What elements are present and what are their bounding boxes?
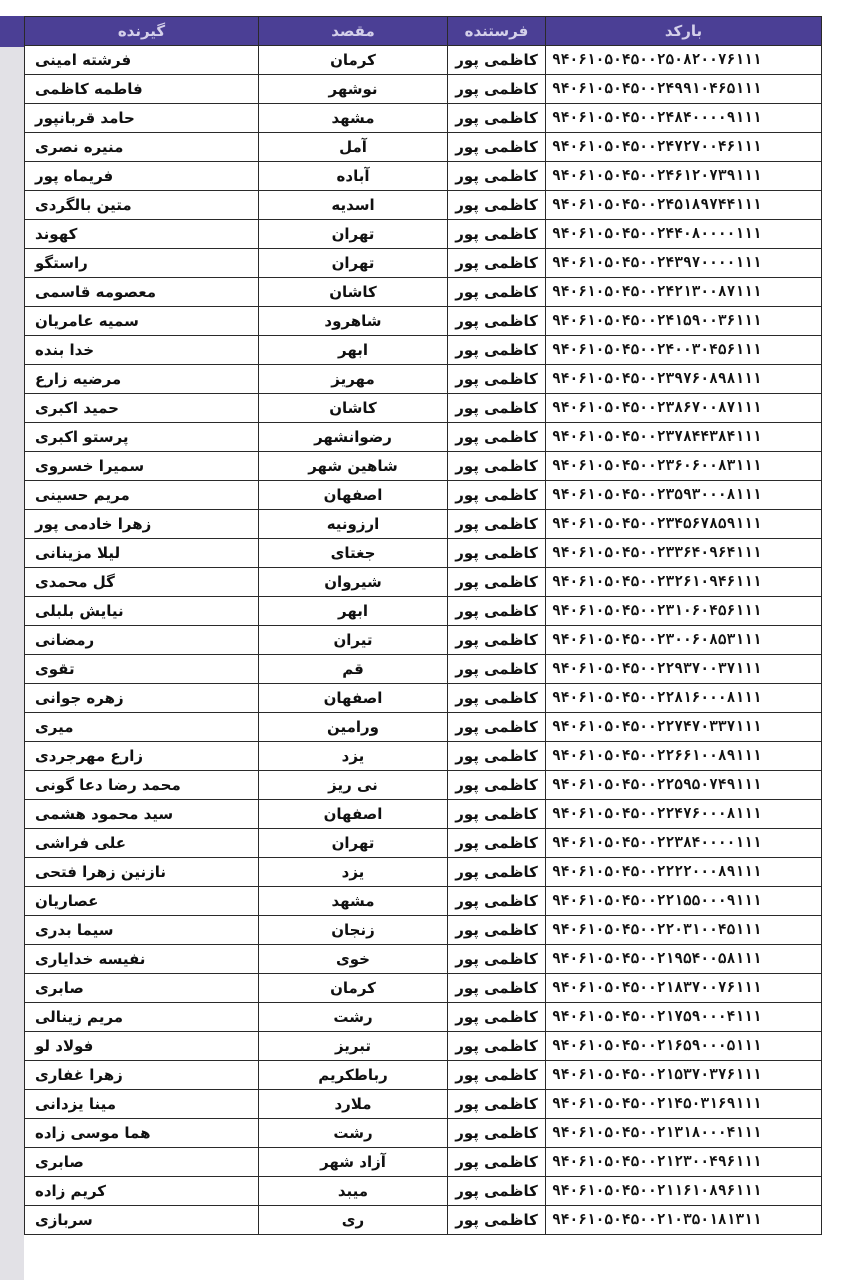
recipient-cell: فاطمه کاظمی xyxy=(25,75,259,104)
destination-cell: یزد xyxy=(259,742,448,771)
sender-cell: کاظمی پور xyxy=(448,713,546,742)
sender-cell: کاظمی پور xyxy=(448,684,546,713)
barcode-cell: ۹۴۰۶۱۰۵۰۴۵۰۰۲۱۲۳۰۰۴۹۶۱۱۱ xyxy=(546,1148,822,1177)
sender-cell: کاظمی پور xyxy=(448,858,546,887)
sender-cell: کاظمی پور xyxy=(448,510,546,539)
sender-cell: کاظمی پور xyxy=(448,336,546,365)
table-body xyxy=(25,46,822,1235)
recipient-cell: زهرا خادمی پور xyxy=(25,510,259,539)
barcode-cell: ۹۴۰۶۱۰۵۰۴۵۰۰۲۲۴۷۶۰۰۰۸۱۱۱ xyxy=(546,800,822,829)
sender-cell: کاظمی پور xyxy=(448,887,546,916)
destination-cell: تهران xyxy=(259,220,448,249)
recipient-cell: حامد قربانپور xyxy=(25,104,259,133)
barcode-cell: ۹۴۰۶۱۰۵۰۴۵۰۰۲۳۰۰۶۰۸۵۳۱۱۱ xyxy=(546,626,822,655)
table-header xyxy=(25,17,822,46)
barcode-cell: ۹۴۰۶۱۰۵۰۴۵۰۰۲۳۱۰۶۰۴۵۶۱۱۱ xyxy=(546,597,822,626)
barcode-cell: ۹۴۰۶۱۰۵۰۴۵۰۰۲۴۲۱۳۰۰۸۷۱۱۱ xyxy=(546,278,822,307)
recipient-cell: فریماه پور xyxy=(25,162,259,191)
table-row xyxy=(25,1177,822,1206)
table-row xyxy=(25,1119,822,1148)
destination-cell: کرمان xyxy=(259,46,448,75)
left-margin-strip xyxy=(0,47,24,1280)
barcode-cell: ۹۴۰۶۱۰۵۰۴۵۰۰۲۴۳۹۷۰۰۰۰۱۱۱ xyxy=(546,249,822,278)
barcode-cell: ۹۴۰۶۱۰۵۰۴۵۰۰۲۳۷۸۴۴۳۸۴۱۱۱ xyxy=(546,423,822,452)
table-row xyxy=(25,713,822,742)
destination-cell: زنجان xyxy=(259,916,448,945)
sender-cell: کاظمی پور xyxy=(448,626,546,655)
recipient-cell: سیما بدری xyxy=(25,916,259,945)
table-row xyxy=(25,626,822,655)
recipient-cell: نفیسه خدایاری xyxy=(25,945,259,974)
table-row xyxy=(25,336,822,365)
destination-cell: اصفهان xyxy=(259,684,448,713)
sender-cell: کاظمی پور xyxy=(448,1206,546,1235)
destination-cell: جغتای xyxy=(259,539,448,568)
recipient-cell: فرشته امینی xyxy=(25,46,259,75)
destination-cell: ابهر xyxy=(259,597,448,626)
barcode-cell: ۹۴۰۶۱۰۵۰۴۵۰۰۲۱۴۵۰۳۱۶۹۱۱۱ xyxy=(546,1090,822,1119)
sender-cell: کاظمی پور xyxy=(448,249,546,278)
table-row xyxy=(25,481,822,510)
destination-cell: مشهد xyxy=(259,887,448,916)
recipient-cell: منیره نصری xyxy=(25,133,259,162)
sender-cell: کاظمی پور xyxy=(448,916,546,945)
recipient-cell: نیایش بلبلی xyxy=(25,597,259,626)
barcode-cell: ۹۴۰۶۱۰۵۰۴۵۰۰۲۲۵۹۵۰۷۴۹۱۱۱ xyxy=(546,771,822,800)
table-row xyxy=(25,1206,822,1235)
destination-cell: ملارد xyxy=(259,1090,448,1119)
sender-cell: کاظمی پور xyxy=(448,133,546,162)
destination-cell: قم xyxy=(259,655,448,684)
table-row xyxy=(25,510,822,539)
table-row xyxy=(25,365,822,394)
sender-cell: کاظمی پور xyxy=(448,481,546,510)
recipient-cell: عصاریان xyxy=(25,887,259,916)
sender-cell: کاظمی پور xyxy=(448,394,546,423)
table-row xyxy=(25,75,822,104)
sender-cell: کاظمی پور xyxy=(448,597,546,626)
destination-cell: کرمان xyxy=(259,974,448,1003)
barcode-cell: ۹۴۰۶۱۰۵۰۴۵۰۰۲۴۷۲۷۰۰۴۶۱۱۱ xyxy=(546,133,822,162)
barcode-cell: ۹۴۰۶۱۰۵۰۴۵۰۰۲۱۵۳۷۰۳۷۶۱۱۱ xyxy=(546,1061,822,1090)
barcode-cell: ۹۴۰۶۱۰۵۰۴۵۰۰۲۲۷۴۷۰۳۳۷۱۱۱ xyxy=(546,713,822,742)
sender-cell: کاظمی پور xyxy=(448,452,546,481)
barcode-cell: ۹۴۰۶۱۰۵۰۴۵۰۰۲۴۸۴۰۰۰۰۹۱۱۱ xyxy=(546,104,822,133)
barcode-cell: ۹۴۰۶۱۰۵۰۴۵۰۰۲۴۴۰۸۰۰۰۰۱۱۱ xyxy=(546,220,822,249)
table-row xyxy=(25,829,822,858)
recipient-cell: گل محمدی xyxy=(25,568,259,597)
table-row xyxy=(25,539,822,568)
destination-cell: آمل xyxy=(259,133,448,162)
barcode-cell: ۹۴۰۶۱۰۵۰۴۵۰۰۲۳۴۵۶۷۸۵۹۱۱۱ xyxy=(546,510,822,539)
destination-cell: رباطکریم xyxy=(259,1061,448,1090)
recipient-cell: رمضانی xyxy=(25,626,259,655)
sender-cell: کاظمی پور xyxy=(448,278,546,307)
header-row xyxy=(25,17,822,46)
table-row xyxy=(25,307,822,336)
barcode-cell: ۹۴۰۶۱۰۵۰۴۵۰۰۲۴۹۹۱۰۴۶۵۱۱۱ xyxy=(546,75,822,104)
recipient-cell: هما موسی زاده xyxy=(25,1119,259,1148)
sender-cell: کاظمی پور xyxy=(448,191,546,220)
document-page xyxy=(24,0,825,1280)
sender-cell: کاظمی پور xyxy=(448,46,546,75)
header-sender: فرستنده xyxy=(448,17,546,46)
recipient-cell: متین بالگردی xyxy=(25,191,259,220)
destination-cell: شیروان xyxy=(259,568,448,597)
destination-cell: نی ریز xyxy=(259,771,448,800)
table-row xyxy=(25,684,822,713)
barcode-cell: ۹۴۰۶۱۰۵۰۴۵۰۰۲۱۱۶۱۰۸۹۶۱۱۱ xyxy=(546,1177,822,1206)
table-row xyxy=(25,46,822,75)
destination-cell: تبریز xyxy=(259,1032,448,1061)
table-row xyxy=(25,568,822,597)
recipient-cell: پرستو اکبری xyxy=(25,423,259,452)
recipient-cell: لیلا مزینانی xyxy=(25,539,259,568)
barcode-cell: ۹۴۰۶۱۰۵۰۴۵۰۰۲۱۶۵۹۰۰۰۵۱۱۱ xyxy=(546,1032,822,1061)
barcode-cell: ۹۴۰۶۱۰۵۰۴۵۰۰۲۱۸۳۷۰۰۷۶۱۱۱ xyxy=(546,974,822,1003)
sender-cell: کاظمی پور xyxy=(448,1177,546,1206)
table-row xyxy=(25,1148,822,1177)
sender-cell: کاظمی پور xyxy=(448,829,546,858)
recipient-cell: زهره جوانی xyxy=(25,684,259,713)
table-row xyxy=(25,945,822,974)
table-row xyxy=(25,771,822,800)
destination-cell: ورامین xyxy=(259,713,448,742)
table-row xyxy=(25,800,822,829)
barcode-cell: ۹۴۰۶۱۰۵۰۴۵۰۰۲۳۹۷۶۰۸۹۸۱۱۱ xyxy=(546,365,822,394)
recipient-cell: معصومه قاسمی xyxy=(25,278,259,307)
destination-cell: ارزونیه xyxy=(259,510,448,539)
destination-cell: شاهرود xyxy=(259,307,448,336)
destination-cell: ری xyxy=(259,1206,448,1235)
recipient-cell: مریم زینالی xyxy=(25,1003,259,1032)
barcode-cell: ۹۴۰۶۱۰۵۰۴۵۰۰۲۳۲۶۱۰۹۴۶۱۱۱ xyxy=(546,568,822,597)
destination-cell: رشت xyxy=(259,1119,448,1148)
sender-cell: کاظمی پور xyxy=(448,220,546,249)
barcode-cell: ۹۴۰۶۱۰۵۰۴۵۰۰۲۲۸۱۶۰۰۰۸۱۱۱ xyxy=(546,684,822,713)
sender-cell: کاظمی پور xyxy=(448,1061,546,1090)
destination-cell: ابهر xyxy=(259,336,448,365)
barcode-cell: ۹۴۰۶۱۰۵۰۴۵۰۰۲۲۳۸۴۰۰۰۰۱۱۱ xyxy=(546,829,822,858)
recipient-cell: مرضیه زارع xyxy=(25,365,259,394)
table-row xyxy=(25,1003,822,1032)
sender-cell: کاظمی پور xyxy=(448,771,546,800)
recipient-cell: صابری xyxy=(25,974,259,1003)
barcode-cell: ۹۴۰۶۱۰۵۰۴۵۰۰۲۲۱۵۵۰۰۰۹۱۱۱ xyxy=(546,887,822,916)
sender-cell: کاظمی پور xyxy=(448,1003,546,1032)
table-row xyxy=(25,887,822,916)
sender-cell: کاظمی پور xyxy=(448,742,546,771)
barcode-cell: ۹۴۰۶۱۰۵۰۴۵۰۰۲۱۰۳۵۰۱۸۱۳۱۱ xyxy=(546,1206,822,1235)
sender-cell: کاظمی پور xyxy=(448,1119,546,1148)
destination-cell: آباده xyxy=(259,162,448,191)
table-row xyxy=(25,162,822,191)
destination-cell: اصفهان xyxy=(259,800,448,829)
header-recipient: گیرنده xyxy=(25,17,259,46)
header-destination: مقصد xyxy=(259,17,448,46)
barcode-cell: ۹۴۰۶۱۰۵۰۴۵۰۰۲۴۱۵۹۰۰۳۶۱۱۱ xyxy=(546,307,822,336)
header-band-extension xyxy=(0,16,24,47)
barcode-cell: ۹۴۰۶۱۰۵۰۴۵۰۰۲۲۶۶۱۰۰۸۹۱۱۱ xyxy=(546,742,822,771)
sender-cell: کاظمی پور xyxy=(448,655,546,684)
sender-cell: کاظمی پور xyxy=(448,75,546,104)
destination-cell: اصفهان xyxy=(259,481,448,510)
table-row xyxy=(25,1032,822,1061)
sender-cell: کاظمی پور xyxy=(448,974,546,1003)
recipient-cell: میری xyxy=(25,713,259,742)
table-row xyxy=(25,452,822,481)
sender-cell: کاظمی پور xyxy=(448,104,546,133)
shipment-table xyxy=(24,16,822,1235)
destination-cell: شاهین شهر xyxy=(259,452,448,481)
recipient-cell: نازنین زهرا فتحی xyxy=(25,858,259,887)
recipient-cell: خدا بنده xyxy=(25,336,259,365)
recipient-cell: سربازی xyxy=(25,1206,259,1235)
recipient-cell: صابری xyxy=(25,1148,259,1177)
barcode-cell: ۹۴۰۶۱۰۵۰۴۵۰۰۲۳۵۹۳۰۰۰۸۱۱۱ xyxy=(546,481,822,510)
destination-cell: نوشهر xyxy=(259,75,448,104)
recipient-cell: مریم حسینی xyxy=(25,481,259,510)
barcode-cell: ۹۴۰۶۱۰۵۰۴۵۰۰۲۱۹۵۴۰۰۵۸۱۱۱ xyxy=(546,945,822,974)
destination-cell: تیران xyxy=(259,626,448,655)
table-row xyxy=(25,742,822,771)
destination-cell: رضوانشهر xyxy=(259,423,448,452)
recipient-cell: راستگو xyxy=(25,249,259,278)
barcode-cell: ۹۴۰۶۱۰۵۰۴۵۰۰۲۳۳۶۴۰۹۶۴۱۱۱ xyxy=(546,539,822,568)
barcode-cell: ۹۴۰۶۱۰۵۰۴۵۰۰۲۱۳۱۸۰۰۰۴۱۱۱ xyxy=(546,1119,822,1148)
table-row xyxy=(25,1090,822,1119)
recipient-cell: سید محمود هشمی xyxy=(25,800,259,829)
table-row xyxy=(25,916,822,945)
sender-cell: کاظمی پور xyxy=(448,162,546,191)
table-row xyxy=(25,278,822,307)
sender-cell: کاظمی پور xyxy=(448,539,546,568)
sender-cell: کاظمی پور xyxy=(448,568,546,597)
barcode-cell: ۹۴۰۶۱۰۵۰۴۵۰۰۲۲۹۳۷۰۰۳۷۱۱۱ xyxy=(546,655,822,684)
table-row xyxy=(25,655,822,684)
sender-cell: کاظمی پور xyxy=(448,307,546,336)
table-row xyxy=(25,220,822,249)
barcode-cell: ۹۴۰۶۱۰۵۰۴۵۰۰۲۴۶۱۲۰۷۳۹۱۱۱ xyxy=(546,162,822,191)
destination-cell: تهران xyxy=(259,829,448,858)
table-row xyxy=(25,249,822,278)
table-row xyxy=(25,133,822,162)
recipient-cell: کریم زاده xyxy=(25,1177,259,1206)
barcode-cell: ۹۴۰۶۱۰۵۰۴۵۰۰۲۵۰۸۲۰۰۷۶۱۱۱ xyxy=(546,46,822,75)
barcode-cell: ۹۴۰۶۱۰۵۰۴۵۰۰۲۴۰۰۳۰۴۵۶۱۱۱ xyxy=(546,336,822,365)
barcode-cell: ۹۴۰۶۱۰۵۰۴۵۰۰۲۴۵۱۸۹۷۴۴۱۱۱ xyxy=(546,191,822,220)
destination-cell: میبد xyxy=(259,1177,448,1206)
destination-cell: اسدیه xyxy=(259,191,448,220)
sender-cell: کاظمی پور xyxy=(448,1090,546,1119)
barcode-cell: ۹۴۰۶۱۰۵۰۴۵۰۰۲۱۷۵۹۰۰۰۴۱۱۱ xyxy=(546,1003,822,1032)
sender-cell: کاظمی پور xyxy=(448,1148,546,1177)
table-row xyxy=(25,423,822,452)
destination-cell: کاشان xyxy=(259,394,448,423)
destination-cell: رشت xyxy=(259,1003,448,1032)
barcode-cell: ۹۴۰۶۱۰۵۰۴۵۰۰۲۲۲۲۰۰۰۸۹۱۱۱ xyxy=(546,858,822,887)
table-row xyxy=(25,974,822,1003)
sender-cell: کاظمی پور xyxy=(448,1032,546,1061)
sender-cell: کاظمی پور xyxy=(448,800,546,829)
table-row xyxy=(25,394,822,423)
recipient-cell: سمیرا خسروی xyxy=(25,452,259,481)
sender-cell: کاظمی پور xyxy=(448,423,546,452)
barcode-cell: ۹۴۰۶۱۰۵۰۴۵۰۰۲۳۶۰۶۰۰۸۳۱۱۱ xyxy=(546,452,822,481)
recipient-cell: فولاد لو xyxy=(25,1032,259,1061)
table-row xyxy=(25,104,822,133)
recipient-cell: زهرا غفاری xyxy=(25,1061,259,1090)
destination-cell: کاشان xyxy=(259,278,448,307)
barcode-cell: ۹۴۰۶۱۰۵۰۴۵۰۰۲۳۸۶۷۰۰۸۷۱۱۱ xyxy=(546,394,822,423)
destination-cell: مشهد xyxy=(259,104,448,133)
recipient-cell: علی فراشی xyxy=(25,829,259,858)
recipient-cell: مینا یزدانی xyxy=(25,1090,259,1119)
destination-cell: خوی xyxy=(259,945,448,974)
recipient-cell: حمید اکبری xyxy=(25,394,259,423)
barcode-cell: ۹۴۰۶۱۰۵۰۴۵۰۰۲۲۰۳۱۰۰۴۵۱۱۱ xyxy=(546,916,822,945)
table-row xyxy=(25,1061,822,1090)
destination-cell: مهریز xyxy=(259,365,448,394)
table-row xyxy=(25,191,822,220)
table-row xyxy=(25,597,822,626)
table-row xyxy=(25,858,822,887)
recipient-cell: محمد رضا دعا گونی xyxy=(25,771,259,800)
recipient-cell: تقوی xyxy=(25,655,259,684)
recipient-cell: سمیه عامریان xyxy=(25,307,259,336)
destination-cell: یزد xyxy=(259,858,448,887)
destination-cell: تهران xyxy=(259,249,448,278)
recipient-cell: زارع مهرجردی xyxy=(25,742,259,771)
sender-cell: کاظمی پور xyxy=(448,945,546,974)
recipient-cell: کهوند xyxy=(25,220,259,249)
header-barcode: بارکد xyxy=(546,17,822,46)
sender-cell: کاظمی پور xyxy=(448,365,546,394)
destination-cell: آزاد شهر xyxy=(259,1148,448,1177)
